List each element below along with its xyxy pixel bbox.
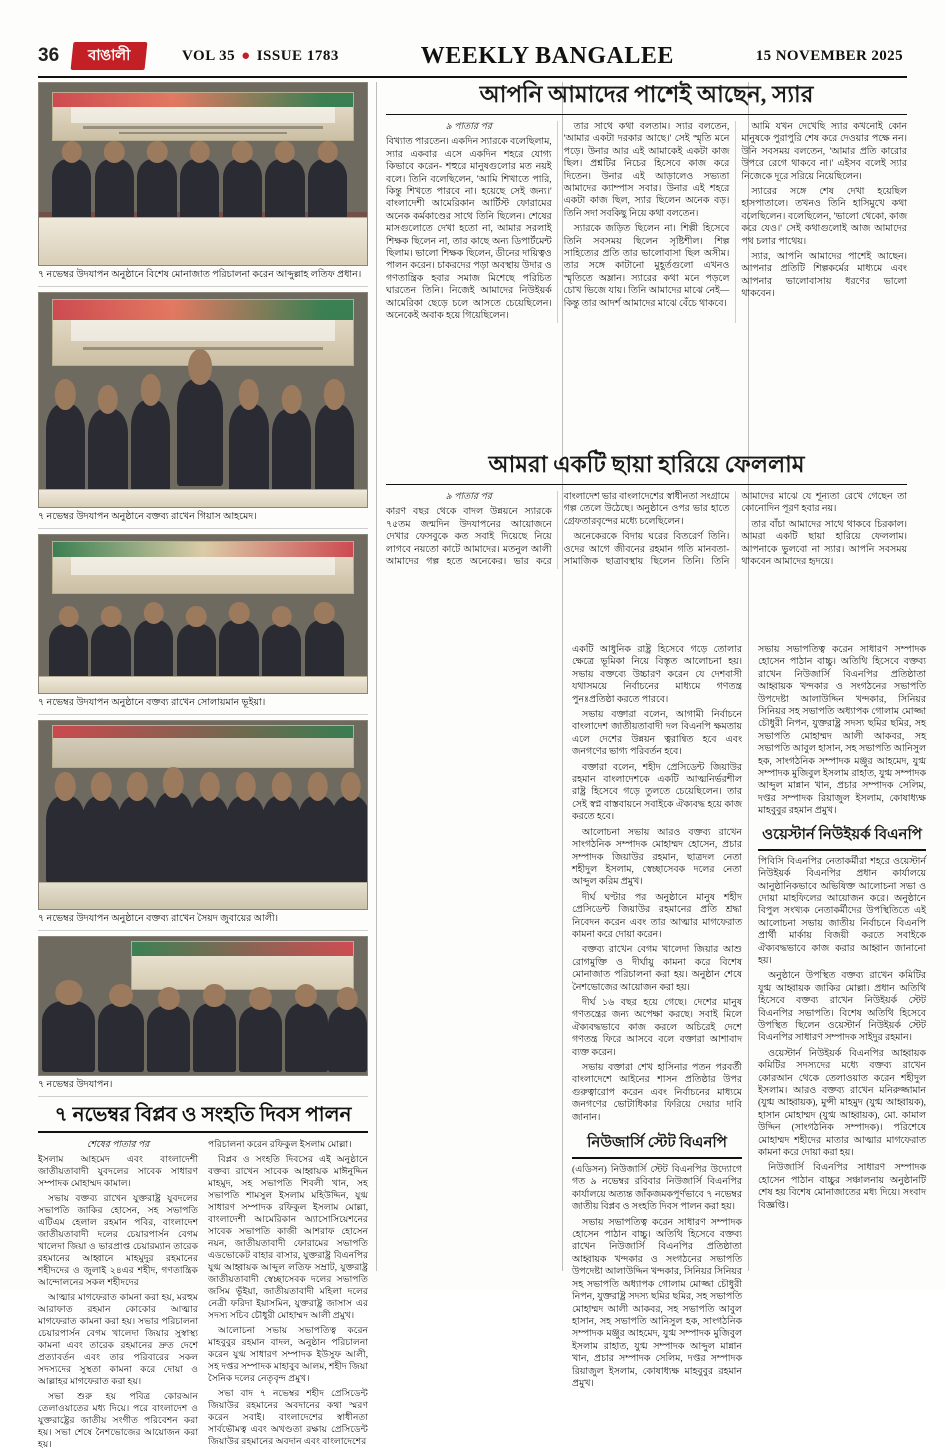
paragraph: পরিচালনা করেন রফিকুল ইসলাম মোল্লা। xyxy=(208,1139,352,1149)
podium xyxy=(39,882,367,909)
title-rule xyxy=(386,114,907,115)
photo-column xyxy=(38,82,368,1453)
head-table xyxy=(39,217,367,265)
article-title-newjersey: নিউজার্সি স্টেট বিএনপি xyxy=(587,1135,727,1152)
paragraph: সভায় বক্তব্য রাখেন যুক্তরাষ্ট্র যুবদলের সভাপতি জাকির হোসেন, সহ সভাপতি এটিএম হেলাল রহমান পবির, বাংলাদেশ জাতীয়তাবাদী দলের চেয়ারপার্সন বেগম খালেদা জিয়া ও ভারপ্রাপ্ত চেয়ারম্যান তারেক রহমানের আহ্বানে মাহমুদুর রহমানের শহীদদের ও জুলাই ২৪এর শহীদ, গণতান্ত্রিক আন্দোলনের সকল শহীদদের xyxy=(38,1193,198,1287)
article-title: আপনি আমাদের পাশেই আছেন, স্যার xyxy=(479,82,814,107)
photo-caption: ৭ নভেম্বর উদযাপন অনুষ্ঠানে বিশেষ মোনাজাত পরিচালনা করেন আব্দুল্লাহ লতিফ প্রধান। xyxy=(38,266,368,287)
volume-label: VOL 35 xyxy=(182,47,236,64)
paragraph: সভা শুরু হয় পবিত্র কোরআন তেলাওয়াতের মধ্য দিয়ে। পরে বাংলাদেশ ও যুক্তরাষ্ট্রের জাতীয় সংগীত পরিবেশন করা হয়। সভা শেষে নৈশভোজের আয়োজন করা হয়। xyxy=(38,1391,198,1449)
paragraph: সভায় সভাপতিত্ব করেন সাধারণ সম্পাদক হোসেন পাঠান বাচ্চু। অতিথি হিসেবে বক্তব্য রাখেন নিউজার্সি বিএনপির প্রতিষ্ঠাতা আহ্বায়ক খন্দকার ও সংগঠনের সভাপতি উপদেষ্টা আলাউদ্দিন খন্দকার, সিনিয়র সিনিয়র সহ সভাপতি অধ্যাপক গোলাম মোজ্জা চৌধুরী নিপন, যুক্তরাষ্ট্র সদস্য ছমির ছমির, সহ সভাপতি মোহাম্মদ আলী আকবর, সহ সভাপতি আবুল হাসান, সহ সভাপতি আনিসুল হক, সাংগঠনিক সম্পাদক মঞ্জুর আহমেদ, যুগ্ম সম্পাদক মুজিবুল ইসলাম রাহাত, যুগ্ম সম্পাদক আব্দুল মান্নান খান, প্রচার সম্পাদক সেলিম, দপ্তর সম্পাদক রিয়াজুল ইসলাম, কোষাধ্যক্ষ মাহবুবুর রহমান প্রমুখ। xyxy=(758,645,926,817)
photo-panel-seated xyxy=(38,534,368,694)
paragraph: সভায় বক্তারা শেখ হাসিনার পতন পরবর্তী বাংলাদেশে আইনের শাসন প্রতিষ্ঠার উপর গুরুত্বারোপ করেন এবং নির্বাচনের মাধ্যমে জনগণের ভোটাধিকার ফিরিয়ে দেয়ার দাবি জানান। xyxy=(572,1063,742,1123)
paragraph: বক্তব্য রাখেন বেগম খালেদা জিয়ার আশু রোগমুক্তি ও দীর্ঘায়ু কামনা করে বিশেষ মোনাজাত পরিচালনা করা হয়। অনুষ্ঠান শেষে নৈশভোজের আয়োজন করা হয়। xyxy=(572,945,742,993)
jump-line: ৯ পাতার পর xyxy=(445,122,492,132)
issue-date: 15 NOVEMBER 2025 xyxy=(755,47,903,64)
paragraph: সভা বাদ ৭ নভেম্বর শহীদ প্রেসিডেন্ট জিয়াউর রহমানের অবদানের কথা স্মরণ করেন সবাই। বাংলাদেশের স্বাধীনতা সার্বভৌমত্ব এবং অখণ্ডতা রক্ষায় প্রেসিডেন্ট জিয়াউর রহমানের অবদান এবং বাংলাদেশের xyxy=(208,1388,368,1446)
stage-banner xyxy=(52,92,354,141)
paragraph: বক্তারা বলেন, শহীদ প্রেসিডেন্ট জিয়াউর রহমান বাংলাদেশকে একটি আত্মনির্ভরশীল রাষ্ট্র হিসেবে গড়ে তুলতে চেয়েছিলেন। তার সেই স্বপ্ন বাস্তবায়নে সবাইকে ঐক্যবদ্ধ হয়ে কাজ করতে হবে। xyxy=(572,762,742,823)
photo-image xyxy=(39,83,367,265)
article-apni-amader-pashei xyxy=(386,82,907,323)
paragraph: কারণ বছর থেকে বাদল উন্নয়নে স্যারকে ৭৫তম জন্মদিন উদযাপনের আয়োজনে দেখার ফেসবুকে কত সবাই দিয়েছে নিয়ে লাগবে নয়তো কাটে আমাদের। মতনুল আলী আমাদের গল্প হতে অনেকের। ভার করে বাংলাদেশ ভার বাংলাদেশের স্বাধীনতা সংগ্রামে গল্প তেলে উঠেছে। অনুষ্ঠানে ওপর ভার হাতে গ্রেফতারবৃন্দের মধ্যে চলেছিলেন। xyxy=(386,492,730,568)
stage-banner xyxy=(52,541,354,594)
article-title: আমরা একটি ছায়া হারিয়ে ফেললাম xyxy=(488,452,805,477)
paragraph: আলোচনা সভায় সভাপতিত্ব করেন মাহবুবুর রহমান বাদল, অনুষ্ঠান পরিচালনা করেন যুগ্ম সাধারণ সম্পাদক ইউসুফ আলী, সহ দপ্তর সম্পাদক মাহাবুব আলম, শহীদ জিয়া সৈনিক দলের নেতৃবৃন্দ প্রমুখ। xyxy=(208,1325,368,1383)
paragraph: বিপ্লব ও সংহতি দিবসের এই অনুষ্ঠানে বক্তব্য রাখেন সাবেক আহ্বায়ক মাঈনুদ্দিন মাহমুদ, সহ সভাপতি শিবলী খান, সহ সভাপতি শামসুল ইসলাম মহিউদ্দিন, যুগ্ম সাধারণ সম্পাদক রফিকুল ইসলাম মোল্লা, বাংলাদেশী আমেরিকান অ্যাসোসিয়েশনের সাবেক সভাপতি কাজী আশরাফ হোসেন নয়ন, জাতীয়তাবাদী ফোরামের সভাপতি এডভোকেট বাহার বাসার, যুক্তরাষ্ট্র বিএনপির যুগ্ম আহ্বায়ক আব্দুল লতিফ সম্রাট, যুক্তরাষ্ট্র জাতীয়তাবাদী স্বেচ্ছাসেবক দলের সভাপতি জসিম ভূঁইয়া, জাতীয়তাবাদী মহিলা দলের নেত্রী ফরিদা ইয়াসমিন, যুক্তরাষ্ট্র জাসাস এর সদস্য সচিব চৌধুরী মোহাম্মদ আলী প্রমুখ। xyxy=(208,1154,368,1320)
photo-audience-row xyxy=(38,936,368,1076)
photo-speaker-podium xyxy=(38,292,368,508)
paragraph: বিখ্যাত পারতেন। একদিন স্যারকে বলেছিলাম, স্যার একবার এসে একদিন শহরে যোগ্য কিভাবে করেন- শহুরে মানুষগুলোর মত নয়ই বলে। তিনি বলেছিলেন, 'আমি শিখাতে পারি, কিন্তু শিখতে পারবে না। হয়েছে সেই জন্য।' বাংলাদেশী আমেরিকান আর্টিস্ট ফোরামের অনেক কর্মকাণ্ডের সাথে তিনি ছিলেন। শেষের মাসগুলোতে দেখা হতো না, আমার সরলাই শিক্ষক ছিলেন না, তার কাছে অন্য ডিপার্টমেন্ট ছিলাম। ভালো শিক্ষক ছিলেন, ডীনের দায়িত্বও পালন করেন। চাকরদের পড়া অবস্থায় উদার ও গণতান্ত্রিক হবার সমাজ মিশেছে পরিচিত ঘারতেন তিনি। নিজেই আমাদের নিউইয়র্ক আমেরিকা ছেড়ে চলে আসতে চেয়েছিলেন। অনেকেই অবাক হয়ে গিয়েছিলেন। xyxy=(386,137,552,322)
article-chhaya-hariye-fellam xyxy=(386,452,907,569)
banner-text-area xyxy=(71,557,335,574)
jump-line: শেষের পাতার পর xyxy=(86,1139,150,1149)
paragraph: তার সাথে কথা বলতাম। স্যার বলতেন, 'আমার একটা দরকার আছে।' সেই স্মৃতি মনে পড়ে। উনার আর এই আমাকেই একটা কাজ ছিল। প্রশ্নটির নিচের হিসেবে কাজ করে দিতেন। উনার এই আড়ালেও সভ্যতা আমাদের ক্যাম্পাস সবার। উনার এই শহরে একটা কাজ ছিল, স্যার ছিলেন অনেক বড়। তিনি সদা সবকিছু নিয়ে কথা বলতেন। xyxy=(563,122,730,219)
photo-image xyxy=(39,535,367,693)
paragraph: দীর্ঘ ১৬ বছর হয়ে গেছে। দেশের মানুষ গণতন্ত্রের জন্য অপেক্ষা করছে। সবাই মিলে ঐক্যবদ্ধভাবে কাজ করলে অচিরেই দেশে গণতন্ত্র ফিরে আসবে বলে বক্তারা আশাবাদ ব্যক্ত করেন। xyxy=(572,997,742,1058)
photo-image xyxy=(39,293,367,507)
photo-crest-handover xyxy=(38,720,368,910)
paragraph: একটি আধুনিক রাষ্ট্র হিসেবে গড়ে তোলার ক্ষেত্রে ভূমিকা নিয়ে বিস্তৃত আলোচনা হয়। সভায় বক্তব্যে উচ্চারণ করেন যে দেশবাসী যথাসময়ে নির্বাচনের মাধ্যমে গণতন্ত্র পুনঃপ্রতিষ্ঠা করতে পারবে। xyxy=(572,645,742,705)
banner-colorband xyxy=(53,542,353,557)
stage-banner xyxy=(52,725,354,768)
article-title: ৭ নভেম্বর বিপ্লব ও সংহতি দিবস পালন xyxy=(54,1104,352,1126)
page-folio: 36 xyxy=(38,45,60,66)
banner-text-area xyxy=(71,320,335,342)
issue-label: ISSUE 1783 xyxy=(256,47,339,64)
photo-image xyxy=(39,937,367,1075)
paragraph: তার বাঁচা আমাদের সাথে থাকবে চিরকাল। আমরা একটি ছায়া হারিয়ে ফেললাম। আপনাকে ভুলবো না স্যার। আপনি সবসময় থাকবেন আমাদের হৃদয়ে। xyxy=(741,519,907,568)
paragraph: আলোচনা সভায় আরও বক্তব্য রাখেন সাংগঠনিক সম্পাদক মোহাম্মদ হোসেন, প্রচার সম্পাদক জিয়াউর রহমান, ছাত্রদল নেতা শহীদুল ইসলাম, স্বেচ্ছাসেবক দলের নেতা আব্দুল করিম প্রমুখ। xyxy=(572,827,742,888)
column-middle-continuation xyxy=(572,644,742,1393)
banner-colorband xyxy=(53,726,353,738)
title-rule xyxy=(758,849,926,851)
title-rule xyxy=(38,1131,368,1133)
paragraph: আত্মার মাগফেরাত কামনা করা হয়, মরহুম আরাফাত রহমান কোকোর আত্মার মাগফেরাত কামনা করা হয়। সভার পরিচালনা চেয়ারপার্সন বেগম খালেদা জিয়ার সুস্বাস্থ্য কামনা এবং তারেক রহমানের দ্রুত দেশে প্রত্যাবর্তন এবং তার পরিবারের সকল সদস্যদের সুস্থতা কামনা করে দোয়া ও আল্লাহর মাগফেরাত করা হয়। xyxy=(38,1292,198,1386)
stage-banner xyxy=(131,941,354,990)
paragraph: পিবিসি বিএনপির নেতাকর্মীরা শহরে ওয়েস্টার্ন নিউইয়র্ক বিএনপির প্রধান কার্যালয়ে আনুষ্ঠানিকভাবে অভিষিক্ত আলোচনা সভা ও দোয়া মাহফিলের আয়োজন করে। অনুষ্ঠানে বিপুল সংখ্যক নেতাকর্মীদের উপস্থিতিতে এই আলোচনা সভায় জাতীয় নির্বাচনে বিএনপি প্রার্থী মার্কায় বিজয়ী করতে সবাইকে ঐক্যবদ্ধভাবে কাজ করার আহ্বান জানানো হয়। xyxy=(758,856,926,966)
photo-discussion-panel-1 xyxy=(38,82,368,266)
banner-line xyxy=(83,126,323,128)
masthead xyxy=(38,34,907,78)
paragraph: অনুষ্ঠানে উপস্থিত বক্তব্য রাখেন কমিটির যুগ্ম আহ্বায়ক জাকির মোল্লা। প্রধান অতিথি হিসেবে বক্তব্য রাখেন নিউইয়র্ক স্টেট বিএনপির সভাপতি। বিশেষ অতিথি হিসেবে উপস্থিত ছিলেন ওয়েস্টার্ন নিউইয়র্ক স্টেট বিএনপির সাধারণ সম্পাদক সাইদুর রহমান। xyxy=(758,971,926,1044)
bangalee-logo xyxy=(71,42,148,70)
article-title-westernny: ওয়েস্টার্ন নিউইয়র্ক বিএনপি xyxy=(762,826,922,843)
head-table xyxy=(39,489,367,507)
photo-caption: ৭ নভেম্বর উদযাপন অনুষ্ঠানে বক্তব্য রাখেন সোলায়মান ভূইয়া। xyxy=(38,694,368,715)
jump-line: ৯ পাতার পর xyxy=(445,492,492,502)
paragraph: আমি যখন দেখেছি স্যার কখনোই কোন মানুষকে পুরাপুরি শেষ করে দেওয়ার পক্ষে নন। উনি সবসময় বলতেন, 'আমার প্রতি কারোর উপরে রেগে থাকবে না।' এইসব বলেই স্যার নিজেকে দূরে সরিয়ে নিয়েছিলেন। xyxy=(741,122,907,182)
article-body-col-1 xyxy=(38,1138,198,1453)
page-content xyxy=(38,82,926,1449)
column-right-continuation xyxy=(758,644,926,1215)
paper-title: WEEKLY BANGALEE xyxy=(420,42,674,69)
title-rule xyxy=(572,1157,742,1159)
paragraph: স্যারের সঙ্গে শেষ দেখা হয়েছিল হাসপাতালে। তখনও তিনি হাসিমুখে কথা বলেছিলেন। বলেছিলেন, 'ভালো থেকো, কাজ করে যেও।' সেই কথাগুলোই আজ আমাদের পথ চলার পাথেয়। xyxy=(741,187,907,247)
paragraph: সভায় সভাপতিত্ব করেন সাধারণ সম্পাদক হোসেন পাঠান বাচ্চু। অতিথি হিসেবে বক্তব্য রাখেন নিউজার্সি বিএনপির প্রতিষ্ঠাতা আহ্বায়ক খন্দকার ও সংগঠনের সভাপতি উপদেষ্টা আলাউদ্দিন খন্দকার, সিনিয়র সিনিয়র সহ সভাপতি অধ্যাপক গোলাম মোজ্জা চৌধুরী নিপন, যুক্তরাষ্ট্র সদস্য ছমির ছমির, সহ সভাপতি মোহাম্মদ আলী আকবর, সহ সভাপতি আবুল হাসান, সহ সভাপতি আনিসুল হক, সাংগঠনিক সম্পাদক মঞ্জুর আহমেদ, যুগ্ম সম্পাদক মুজিবুল ইসলাম রাহাত, যুগ্ম সম্পাদক আব্দুল মান্নান খান, প্রচার সম্পাদক সেলিম, দপ্তর সম্পাদক রিয়াজুল ইসলাম, কোষাধ্যক্ষ মাহবুবুর রহমান প্রমুখ। xyxy=(572,1217,742,1389)
paragraph: অনেকেরকে বিদায় ঘরের বিতরের্ণ তিনি। ওদের আগে জীবনের রহমান গতি মানবতা-সামাজিক ছাত্রাবস্থায় ছিলেন তিনি। তিনি আমাদের মাঝে যে শূন্যতা রেখে গেছেন তা কোনোদিন পূরণ হবার নয়। xyxy=(563,492,907,568)
photo-caption: ৭ নভেম্বর উদযাপন অনুষ্ঠানে বক্তব্য রাখেন সৈয়দ জুবায়ের আলী। xyxy=(38,910,368,931)
photo-caption: ৭ নভেম্বর উদযাপন অনুষ্ঠানে বক্তব্য রাখেন গিয়াস আহমেদ। xyxy=(38,508,368,529)
masthead-rule xyxy=(38,76,907,78)
column-rule-1 xyxy=(376,82,377,1271)
article-body-col-2 xyxy=(208,1138,368,1453)
banner-colorband xyxy=(53,300,353,319)
head-table xyxy=(39,676,367,693)
title-rule xyxy=(386,484,907,485)
banner-colorband xyxy=(132,942,353,956)
photo-image xyxy=(39,721,367,909)
paragraph: সভায় বক্তারা বলেন, আগামী নির্বাচনে বাংলাদেশ জাতীয়তাবাদী দল বিএনপি ক্ষমতায় এলে দেশের উন্নয়ন ত্বরান্বিত হবে এবং জনগণের ভাগ্য পরিবর্তন হবে। xyxy=(572,710,742,758)
photo-caption: ৭ নভেম্বর উদযাপন। xyxy=(38,1076,368,1097)
paragraph: (এডিসন) নিউজার্সি স্টেট বিএনপির উদ্যোগে গত ৯ নভেম্বর রবিবার নিউজার্সি বিএনপির কার্যালয়ে অত্যন্ত জাঁকজমকপূর্ণভাবে ৭ নভেম্বর জাতীয় বিপ্লব ও সংহতি দিবস পালন করা হয়। xyxy=(572,1165,742,1213)
paragraph: ওয়েস্টার্ন নিউইয়র্ক বিএনপির আহ্বায়ক কমিটির সদস্যদের মধ্যে বক্তব্য রাখেন কোরআন থেকে তেলাওয়াত করেন শহীদুল ইসলাম। আরও বক্তব্য রাখেন মনিরুজ্জামান (যুগ্ম আহ্বায়ক), মুন্সী মাহমুদ (যুগ্ম আহ্বায়ক), হাসান মোহাম্মদ (যুগ্ম আহ্বায়ক), মো. কামাল উদ্দিন (সাংগঠনিক সম্পাদক)। পরিশেষে মোহাম্মদ শহীদের মাতার আত্মার মাগফেরাত কামনা করে দোয়া করা হয়। xyxy=(758,1048,926,1159)
paragraph: স্যার, আপনি আমাদের পাশেই আছেন। আপনার প্রতিটি শিল্পকর্মের মাধ্যমে এবং আপনার ভালোবাসায় ধরণের ভালো থাকবেন। xyxy=(741,252,907,300)
banner-text-area xyxy=(71,107,335,123)
banner-colorband xyxy=(53,93,353,107)
paragraph: নিউজার্সি বিএনপির সাধারণ সম্পাদক হোসেন পাঠান বাচ্চুর সঞ্চালনায় অনুষ্ঠানটি শেষ হয় বিশেষ মোনাজাতের মধ্য দিয়ে। সংবাদ বিজ্ঞপ্তি। xyxy=(758,1163,926,1211)
banner-line-2 xyxy=(119,132,287,134)
volume-issue xyxy=(182,48,339,65)
article-body xyxy=(386,491,907,569)
article-body xyxy=(386,121,907,323)
logo-text: বাঙালী xyxy=(87,46,131,64)
paragraph: স্যারকে জড়িত ছিলেন না। শিল্পী হিসেবে তিনি সবসময় ছিলেন সৃষ্টিশীল। শিল্প সাহিত্যের প্রতি তার ভালোবাসা ছিল অসীম। তার সঙ্গে কাটানো মুহূর্তগুলো এখনও স্মৃতিতে অম্লান। স্যারের কথা মনে পড়লে চোখ ভিজে যায়। তিনি আমাদের মাঝে নেই— কিন্তু তার আদর্শ আমাদের মাঝে বেঁচে থাকবে। xyxy=(563,224,730,309)
paragraph: ইসলাম আহমেদ এবং বাংলাদেশী জাতীয়তাবাদী যুবদলের সাবেক সাধারণ সম্পাদক মোহাম্মদ কামাল। xyxy=(38,1154,198,1188)
separator-dot: ● xyxy=(241,47,251,64)
article-7-november xyxy=(38,1103,368,1453)
paragraph: দীর্ঘ ঘণ্টার পর অনুষ্ঠানে মানুষ শহীদ প্রেসিডেন্ট জিয়াউর রহমানের প্রতি শ্রদ্ধা নিবেদন করেন এবং তার আত্মার মাগফেরাত কামনা করে দোয়া করেন। xyxy=(572,892,742,940)
